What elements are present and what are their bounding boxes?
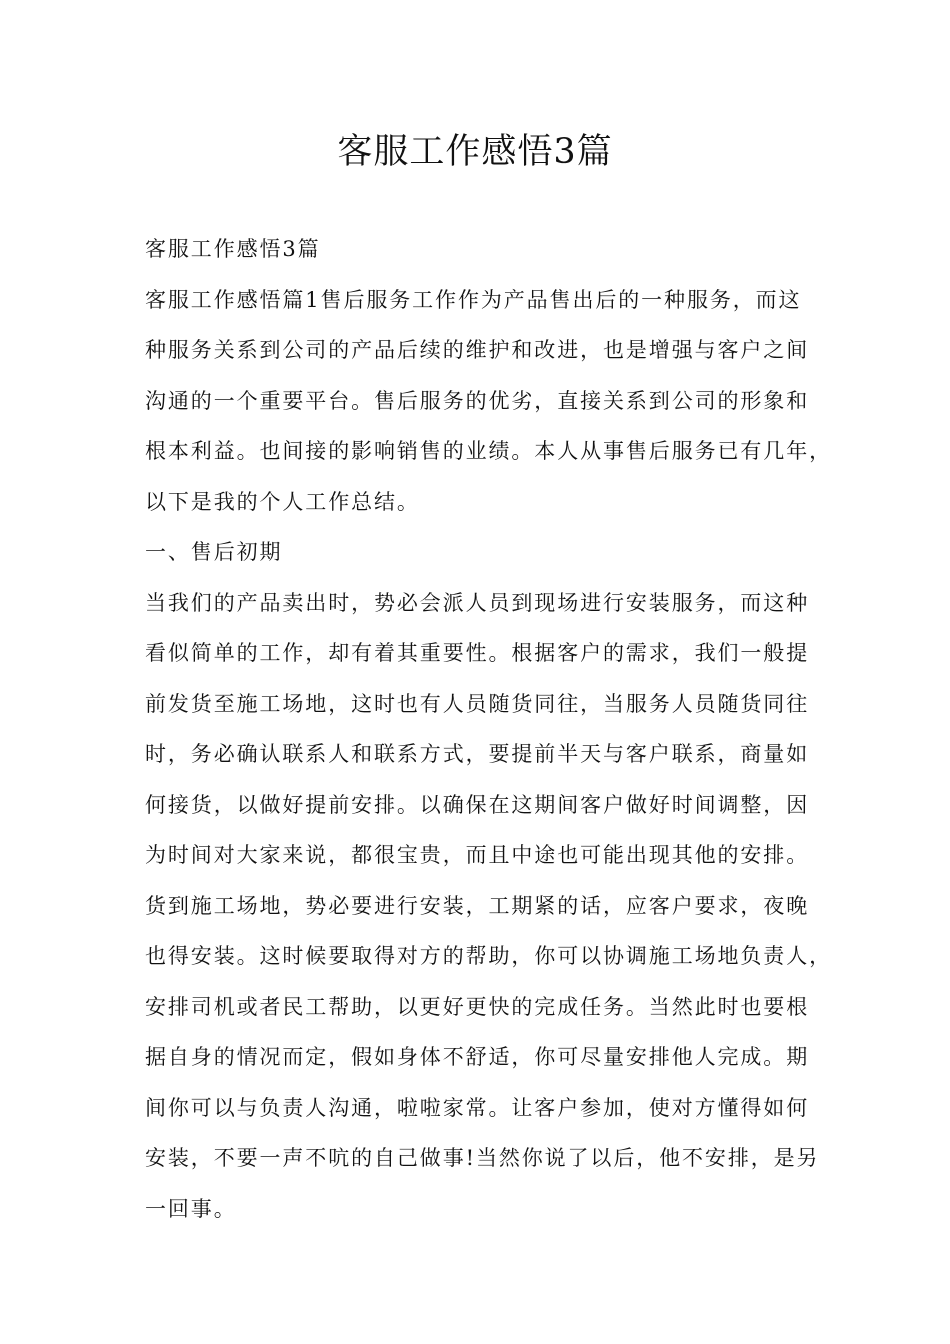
paragraph-line: 也得安装。这时候要取得对方的帮助，你可以协调施工场地负责人， xyxy=(145,944,832,968)
paragraph-line: 前发货至施工场地，这时也有人员随货同往，当服务人员随货同往 xyxy=(145,691,810,716)
paragraph-line: 以下是我的个人工作总结。 xyxy=(145,489,420,514)
document-body xyxy=(145,224,832,1234)
paragraph-line: 安装，不要一声不吭的自己做事!当然你说了以后，他不安排，是另 xyxy=(145,1146,820,1170)
paragraph-line: 间你可以与负责人沟通，啦啦家常。让客户参加，使对方懂得如何 xyxy=(145,1095,810,1120)
section-heading: 一、售后初期 xyxy=(145,540,283,564)
paragraph-line: 沟通的一个重要平台。售后服务的优劣，直接关系到公司的形象和 xyxy=(145,388,810,413)
paragraph-line: 种服务关系到公司的产品后续的维护和改进，也是增强与客户之间 xyxy=(145,338,810,362)
document-title: 客服工作感悟3篇 xyxy=(337,132,613,172)
paragraph-line: 为时间对大家来说，都很宝贵，而且中途也可能出现其他的安排。 xyxy=(145,843,810,867)
paragraph-line: 时，务必确认联系人和联系方式，要提前半天与客户联系，商量如 xyxy=(145,742,810,766)
paragraph-line: 货到施工场地，势必要进行安装，工期紧的话，应客户要求，夜晚 xyxy=(145,893,810,918)
paragraph-line: 根本利益。也间接的影响销售的业绩。本人从事售后服务已有几年， xyxy=(145,439,832,463)
paragraph-line: 何接货，以做好提前安排。以确保在这期间客户做好时间调整，因 xyxy=(145,792,810,817)
paragraph-line: 据自身的情况而定，假如身体不舒适，你可尽量安排他人完成。期 xyxy=(145,1045,810,1069)
paragraph-line: 安排司机或者民工帮助，以更好更快的完成任务。当然此时也要根 xyxy=(145,994,810,1019)
paragraph-line: 一回事。 xyxy=(145,1196,237,1221)
paragraph-line: 客服工作感悟篇1售后服务工作作为产品售出后的一种服务，而这 xyxy=(145,287,802,312)
paragraph-line: 看似简单的工作，却有着其重要性。根据客户的需求，我们一般提 xyxy=(145,641,810,665)
paragraph-line: 当我们的产品卖出时，势必会派人员到现场进行安装服务，而这种 xyxy=(145,590,810,615)
subtitle-line: 客服工作感悟3篇 xyxy=(145,237,321,261)
